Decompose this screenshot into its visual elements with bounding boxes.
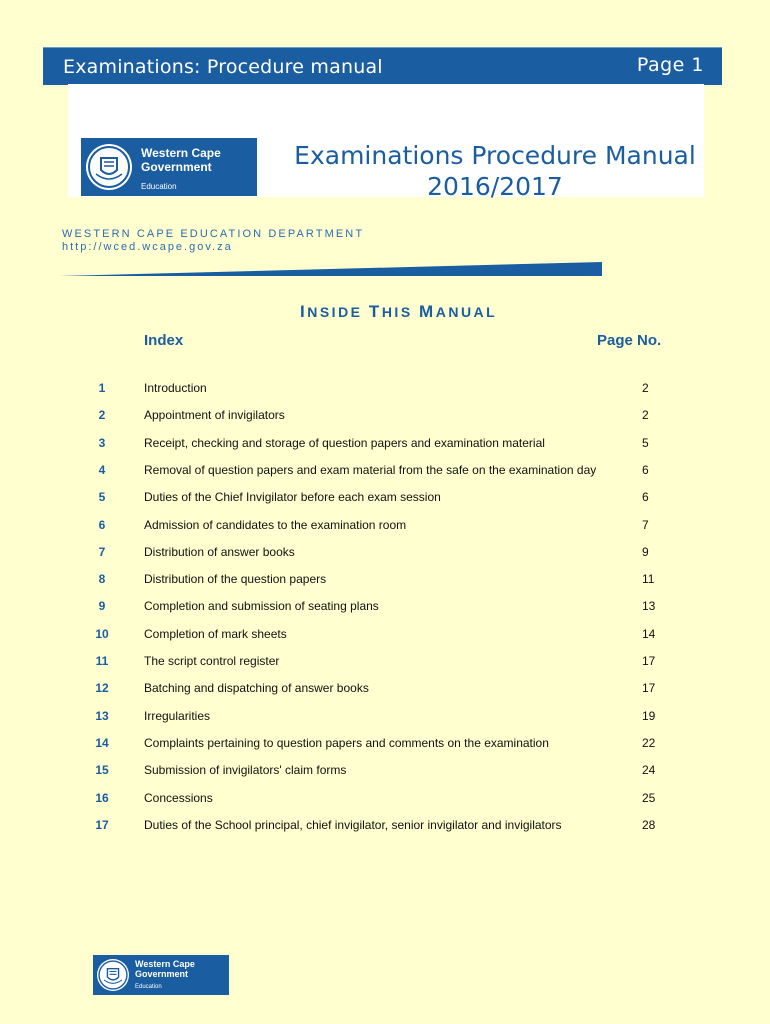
coat-of-arms-icon — [86, 144, 132, 190]
toc-item-number: 6 — [98, 517, 106, 532]
toc-item-number: 14 — [95, 735, 109, 750]
toc-item-title: Irregularities — [144, 708, 211, 723]
toc-item-title: Admission of candidates to the examination room — [144, 517, 407, 532]
toc-item-number: 3 — [98, 435, 106, 450]
toc-item-number: 11 — [95, 654, 109, 668]
toc-row — [0, 463, 770, 483]
toc-row — [0, 818, 770, 838]
toc-item-page: 11 — [642, 572, 655, 587]
toc-item-page: 6 — [642, 490, 649, 505]
toc-item-title: Completion of mark sheets — [144, 626, 287, 641]
toc-item-title: Appointment of invigilators — [144, 408, 285, 423]
toc-item-page: 17 — [642, 654, 656, 668]
toc-row — [0, 599, 770, 619]
page-number-column-header: Page No. — [597, 332, 662, 349]
toc-item-page: 24 — [642, 763, 656, 778]
toc-item-page: 17 — [642, 681, 656, 696]
document-title-year: 2016/2017 — [427, 172, 563, 201]
footer-coat-of-arms-icon — [97, 959, 129, 991]
toc-item-number: 17 — [95, 817, 109, 832]
toc-item-title: Completion and submission of seating plans — [144, 599, 379, 614]
footer-logo-text-government: Government — [135, 969, 189, 979]
toc-item-title: Distribution of answer books — [144, 544, 295, 559]
header-page-number: Page 1 — [636, 54, 704, 76]
toc-item-title: Introduction — [144, 381, 207, 395]
toc-item-page: 2 — [642, 381, 649, 395]
logo-text-education: Education — [141, 182, 177, 191]
toc-item-number: 7 — [98, 544, 106, 559]
toc-item-number: 2 — [98, 408, 106, 423]
toc-item-title: Batching and dispatching of answer books — [144, 681, 369, 696]
toc-item-page: 22 — [642, 735, 656, 750]
toc-item-page: 6 — [642, 462, 649, 477]
inside-manual-heading: INSIDE THIS MANUAL — [300, 302, 498, 321]
toc-item-page: 9 — [642, 544, 649, 559]
toc-row — [0, 627, 770, 647]
toc-row — [0, 572, 770, 592]
toc-item-title: Concessions — [144, 790, 213, 805]
header-title: Examinations: Procedure manual — [63, 56, 383, 78]
index-column-header: Index — [144, 332, 184, 349]
toc-row — [0, 791, 770, 811]
toc-item-title: Removal of question papers and exam material from the safe on the examination day — [144, 462, 597, 477]
document-title — [280, 140, 710, 202]
toc-row — [0, 490, 770, 510]
toc-item-number: 16 — [95, 790, 109, 805]
toc-item-title: Complaints pertaining to question papers and comments on the examination — [144, 735, 549, 750]
department-url: http://wced.wcape.gov.za — [62, 241, 233, 253]
toc-item-title: Duties of the Chief Invigilator before each exam session — [144, 490, 441, 505]
toc-item-number: 4 — [98, 462, 106, 477]
toc-row — [0, 436, 770, 456]
toc-row — [0, 408, 770, 428]
toc-item-number: 13 — [95, 708, 109, 723]
toc-item-number: 15 — [95, 763, 109, 778]
toc-item-title: Submission of invigilators' claim forms — [144, 763, 347, 778]
footer-western-cape-government-logo — [93, 955, 229, 995]
page-header-bar — [43, 47, 722, 85]
toc-item-number: 9 — [98, 599, 106, 614]
toc-row — [0, 709, 770, 729]
toc-item-number: 10 — [95, 626, 109, 641]
footer-logo-text-western-cape: Western Cape — [135, 959, 195, 969]
toc-item-page: 13 — [642, 599, 656, 614]
toc-item-number: 12 — [95, 681, 109, 696]
toc-item-page: 25 — [642, 790, 656, 805]
footer-logo-text-education: Education — [135, 984, 162, 990]
toc-item-title: Receipt, checking and storage of question papers and examination material — [144, 435, 545, 450]
toc-row — [0, 545, 770, 565]
decorative-wedge-divider — [60, 262, 602, 276]
toc-item-number: 8 — [98, 572, 106, 587]
toc-row — [0, 736, 770, 756]
toc-item-page: 19 — [642, 708, 656, 723]
document-title-line1: Examinations Procedure Manual — [294, 141, 696, 170]
toc-row — [0, 381, 770, 401]
toc-item-number: 5 — [98, 490, 106, 505]
toc-row — [0, 654, 770, 674]
toc-item-page: 14 — [642, 626, 656, 641]
toc-row — [0, 763, 770, 783]
toc-item-page: 2 — [642, 408, 649, 423]
toc-item-title: The script control register — [144, 654, 280, 668]
toc-item-page: 28 — [642, 817, 656, 832]
toc-item-page: 7 — [642, 517, 649, 532]
toc-item-number: 1 — [98, 381, 106, 395]
toc-row — [0, 681, 770, 701]
toc-item-title: Distribution of the question papers — [144, 572, 327, 587]
toc-item-title: Duties of the School principal, chief invigilator, senior invigilator and invigilators — [144, 817, 562, 832]
logo-text-western-cape: Western Cape — [141, 146, 221, 160]
department-name: WESTERN CAPE EDUCATION DEPARTMENT — [62, 228, 365, 240]
logo-text-government: Government — [141, 160, 212, 174]
toc-item-page: 5 — [642, 435, 649, 450]
toc-row — [0, 518, 770, 538]
western-cape-government-logo — [81, 138, 257, 196]
